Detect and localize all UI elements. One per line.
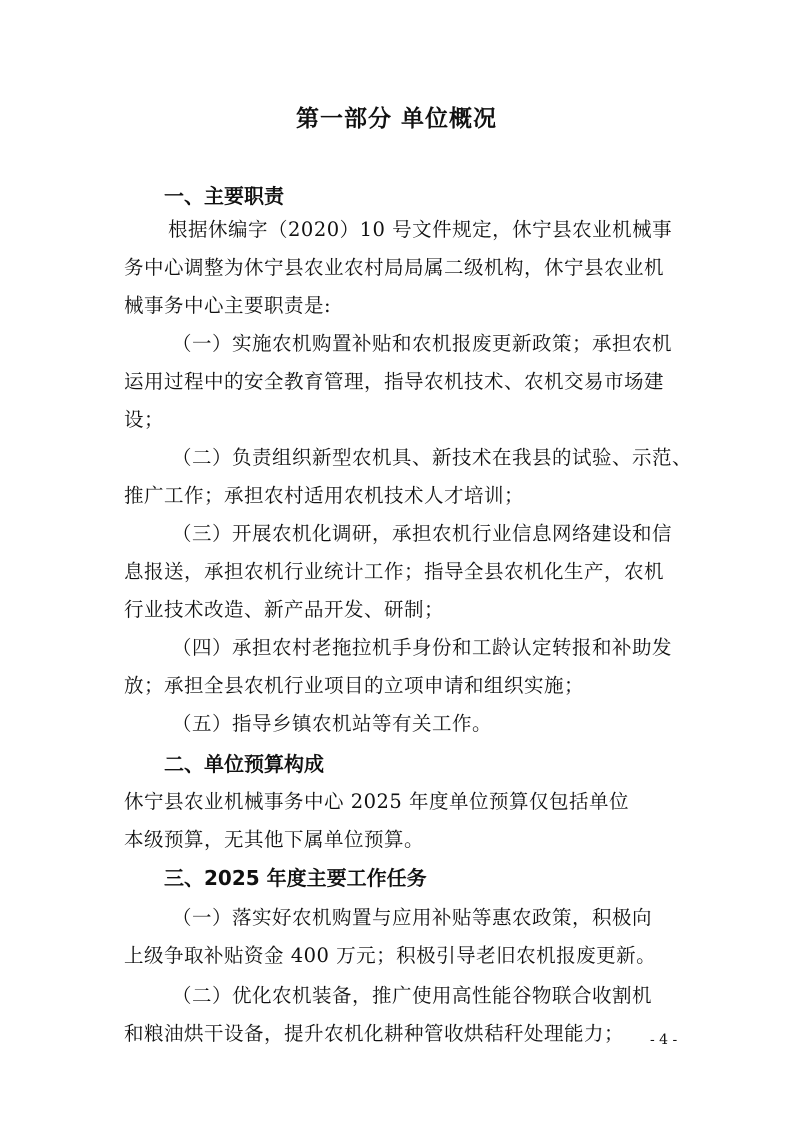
section-heading-budget: 二、单位预算构成 (164, 752, 324, 776)
paragraph-line: 本级预算，无其他下属单位预算。 (124, 828, 425, 851)
paragraph-line: 根据休编字（2020）10 号文件规定，休宁县农业机械事 (168, 218, 673, 241)
paragraph-line: 休宁县农业机械事务中心 2025 年度单位预算仅包括单位 (124, 790, 630, 813)
page-number: - 4 - (650, 1032, 678, 1048)
paragraph-line: 械事务中心主要职责是: (124, 294, 332, 317)
list-item-line: （一）实施农机购置补贴和农机报废更新政策；承担农机 (172, 332, 673, 355)
list-item-line: （二）优化农机装备，推广使用高性能谷物联合收割机 (172, 984, 653, 1007)
list-item-line: （一）落实好农机购置与应用补贴等惠农政策，积极向 (172, 906, 653, 929)
section-heading-duties: 一、主要职责 (164, 184, 284, 208)
list-item-line: （三）开展农机化调研，承担农机行业信息网络建设和信 (172, 522, 673, 545)
paragraph-line: 务中心调整为休宁县农业农村局局属二级机构，休宁县农业机 (124, 256, 665, 279)
list-item-line: 运用过程中的安全教育管理，指导农机技术、农机交易市场建 (124, 370, 665, 393)
section-heading-tasks: 三、2025 年度主要工作任务 (164, 866, 427, 890)
list-item-line: 放；承担全县农机行业项目的立项申请和组织实施； (124, 674, 585, 697)
list-item-line: 上级争取补贴资金 400 万元；积极引导老旧农机报废更新。 (124, 944, 657, 967)
list-item-line: 和粮油烘干设备，提升农机化耕种管收烘秸秆处理能力； (124, 1022, 625, 1045)
list-item-line: （五）指导乡镇农机站等有关工作。 (172, 712, 493, 735)
list-item-line: 设； (124, 408, 165, 431)
list-item-line: 息报送，承担农机行业统计工作；指导全县农机化生产，农机 (124, 560, 665, 583)
page-title: 第一部分 单位概况 (295, 106, 497, 132)
list-item-line: 推广工作；承担农村适用农机技术人才培训； (124, 484, 525, 507)
list-item-line: （四）承担农村老拖拉机手身份和工龄认定转报和补助发 (172, 636, 673, 659)
list-item-line: （二）负责组织新型农机具、新技术在我县的试验、示范、 (172, 446, 693, 469)
list-item-line: 行业技术改造、新产品开发、研制； (124, 598, 445, 621)
